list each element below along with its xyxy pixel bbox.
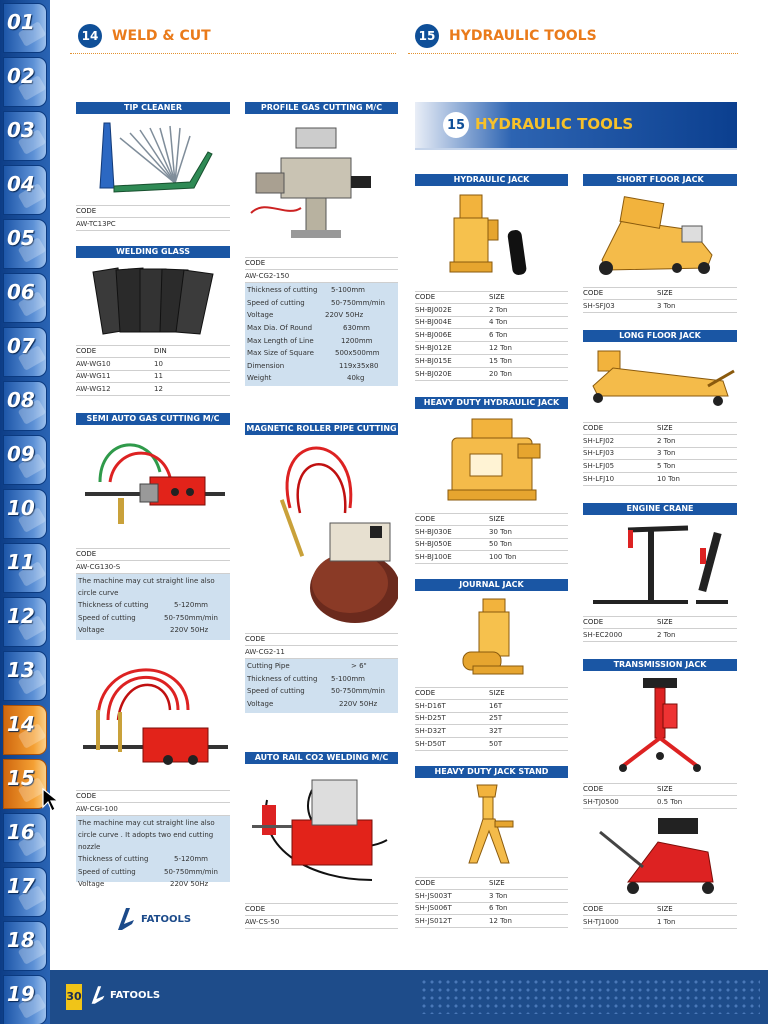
column-code: CODE bbox=[415, 515, 436, 524]
cell-size: 6 Ton bbox=[489, 331, 508, 340]
cell-code: SH-LFJ05 bbox=[583, 462, 615, 471]
cgi100-code-table bbox=[76, 790, 230, 816]
short-floor-jack-image bbox=[592, 190, 722, 280]
table-header bbox=[415, 877, 568, 890]
cell-code: SH-SFJ03 bbox=[583, 301, 615, 310]
column-size: SIZE bbox=[657, 289, 673, 298]
footer-dot-pattern bbox=[420, 978, 760, 1014]
spec-row bbox=[78, 624, 228, 637]
section-tab-number: 09 bbox=[7, 442, 35, 466]
table-row bbox=[583, 460, 737, 473]
column-size: SIZE bbox=[657, 424, 673, 433]
spec-label: Max Size of Square bbox=[247, 349, 314, 358]
table-row bbox=[583, 300, 737, 313]
banner-title: HYDRAULIC TOOLS bbox=[475, 115, 634, 133]
cell-code: SH-LFJ10 bbox=[583, 475, 615, 484]
table-row bbox=[583, 796, 737, 809]
tip-cleaner-image bbox=[90, 118, 215, 196]
spec-value: 5-120mm bbox=[174, 855, 208, 864]
hydraulic-jack-image bbox=[448, 190, 538, 278]
brand-logo bbox=[116, 906, 191, 932]
column-code: CODE bbox=[76, 550, 97, 559]
section-tab-08[interactable] bbox=[3, 381, 47, 431]
cell-code: SH-BJ020E bbox=[415, 369, 452, 378]
spec-value: 40kg bbox=[347, 374, 365, 383]
spec-value: 1200mm bbox=[341, 336, 373, 345]
spec-label: Speed of cutting bbox=[78, 867, 136, 876]
table-row bbox=[583, 448, 737, 461]
cell-code: SH-JS003T bbox=[415, 891, 452, 900]
section-tab-number: 08 bbox=[7, 388, 35, 412]
cell-din: 10 bbox=[154, 359, 163, 368]
section-header-weld-cut bbox=[78, 24, 211, 48]
spec-value: 5-120mm bbox=[174, 601, 208, 610]
spec-label: Weight bbox=[247, 374, 272, 383]
column-code: CODE bbox=[415, 879, 436, 888]
spec-row bbox=[247, 334, 396, 347]
column-code: CODE bbox=[583, 289, 604, 298]
table-header bbox=[583, 783, 737, 796]
product-title-semi-auto-gas-cutting: SEMI AUTO GAS CUTTING M/C bbox=[76, 413, 230, 425]
section-tab-number: 11 bbox=[7, 550, 35, 574]
table-header bbox=[76, 548, 230, 561]
cell-code: SH-LFJ03 bbox=[583, 449, 615, 458]
table-row bbox=[583, 629, 737, 642]
welding-glass-image bbox=[88, 264, 218, 338]
table-row bbox=[415, 725, 568, 738]
spec-value: 50-750mm/min bbox=[164, 613, 218, 622]
fatools-logo-icon bbox=[90, 984, 106, 1006]
table-header bbox=[415, 513, 568, 526]
section-tab-number: 03 bbox=[7, 118, 35, 142]
table-row bbox=[415, 526, 568, 539]
spec-label: Thickness of cutting bbox=[247, 674, 318, 683]
product-title-long-floor-jack: LONG FLOOR JACK bbox=[583, 330, 737, 342]
spec-row bbox=[247, 372, 396, 385]
table-row bbox=[415, 890, 568, 903]
spec-value: 5-100mm bbox=[331, 674, 365, 683]
section-tab-03[interactable] bbox=[3, 111, 47, 161]
column-size: SIZE bbox=[657, 905, 673, 914]
section-title: WELD & CUT bbox=[112, 28, 211, 44]
brand-name: FATOOLS bbox=[141, 913, 192, 925]
column-code: CODE bbox=[245, 635, 266, 644]
cell-code: AW-WG10 bbox=[76, 359, 111, 368]
spec-label: Voltage bbox=[78, 626, 105, 635]
column-size: SIZE bbox=[489, 293, 505, 302]
spec-row bbox=[78, 853, 228, 866]
cell-size: 20 Ton bbox=[489, 369, 512, 378]
table-row bbox=[415, 539, 568, 552]
spec-row bbox=[78, 866, 228, 879]
section-number: 15 bbox=[415, 24, 439, 48]
section-tab-14[interactable] bbox=[3, 705, 47, 755]
section-tab-05[interactable] bbox=[3, 219, 47, 269]
table-row bbox=[245, 270, 398, 283]
cell-size: 16T bbox=[489, 701, 503, 710]
section-tab-number: 04 bbox=[7, 172, 35, 196]
table-header bbox=[583, 287, 737, 300]
product-title-engine-crane: ENGINE CRANE bbox=[583, 503, 737, 515]
spec-value: 220V 50Hz bbox=[170, 626, 209, 635]
table-header bbox=[583, 903, 737, 916]
table-row bbox=[415, 903, 568, 916]
profile-spec-box bbox=[245, 283, 398, 386]
section-tab-number: 13 bbox=[7, 658, 35, 682]
section-tab-number: 19 bbox=[7, 982, 35, 1006]
semi-auto-spec-box bbox=[76, 574, 230, 640]
section-tab-number: 18 bbox=[7, 928, 35, 952]
spec-note: The machine may cut straight line also circle curve bbox=[78, 577, 215, 597]
banner-number: 15 bbox=[443, 112, 469, 138]
section-tab-number: 06 bbox=[7, 280, 35, 304]
section-tab-15[interactable] bbox=[3, 759, 47, 809]
spec-row bbox=[247, 660, 396, 673]
spec-label: Max Length of Line bbox=[247, 336, 314, 345]
section-tab-19[interactable] bbox=[3, 975, 47, 1024]
cell-size: 2 Ton bbox=[657, 630, 676, 639]
product-title-tip-cleaner: TIP CLEANER bbox=[76, 102, 230, 114]
profile-gas-cutting-image bbox=[246, 118, 396, 246]
table-row bbox=[76, 561, 230, 574]
column-code: CODE bbox=[415, 293, 436, 302]
table-header bbox=[245, 903, 398, 916]
cell-code: SH-D25T bbox=[415, 714, 446, 723]
spec-label: Thickness of cutting bbox=[78, 601, 149, 610]
cell-code: SH-BJ030E bbox=[415, 527, 452, 536]
column-code: CODE bbox=[245, 905, 266, 914]
spec-value: > 6" bbox=[351, 662, 367, 671]
spec-label: Thickness of cutting bbox=[78, 855, 149, 864]
table-header bbox=[415, 291, 568, 304]
table-row bbox=[415, 738, 568, 751]
column-code: CODE bbox=[76, 792, 97, 801]
table-row bbox=[415, 355, 568, 368]
product-title-transmission-jack: TRANSMISSION JACK bbox=[583, 659, 737, 671]
product-title-magnetic-roller: MAGNETIC ROLLER PIPE CUTTING M/C bbox=[246, 424, 397, 445]
product-title-welding-glass: WELDING GLASS bbox=[76, 246, 230, 258]
hydraulic-jack-table bbox=[415, 291, 568, 381]
spec-note: The machine may cut straight line also circle curve . It adopts two end cutting nozzle bbox=[78, 819, 215, 851]
column-code: CODE bbox=[583, 424, 604, 433]
cell-code: SH-EC2000 bbox=[583, 630, 623, 639]
spec-value: 50-750mm/min bbox=[331, 298, 385, 307]
table-row bbox=[76, 383, 230, 396]
header-divider bbox=[408, 53, 738, 54]
auto-rail-co2-welding-image bbox=[252, 770, 398, 895]
cell-code: SH-BJ012E bbox=[415, 344, 452, 353]
cell-code: SH-BJ004E bbox=[415, 318, 452, 327]
section-tab-09[interactable] bbox=[3, 435, 47, 485]
cell-size: 100 Ton bbox=[489, 553, 517, 562]
cell-code: AW-WG11 bbox=[76, 372, 111, 381]
table-row bbox=[415, 551, 568, 564]
column-code: CODE bbox=[245, 259, 266, 268]
table-row bbox=[415, 368, 568, 381]
section-tab-number: 12 bbox=[7, 604, 35, 628]
cell-code: SH-D32T bbox=[415, 727, 446, 736]
section-tab-11[interactable] bbox=[3, 543, 47, 593]
cell-code: AW-WG12 bbox=[76, 385, 111, 394]
product-title-heavy-duty-jack-stand: HEAVY DUTY JACK STAND bbox=[415, 766, 568, 778]
section-tab-02[interactable] bbox=[3, 57, 47, 107]
product-title-profile-gas-cutting: PROFILE GAS CUTTING M/C bbox=[245, 102, 398, 114]
engine-crane-image bbox=[588, 520, 736, 612]
cell-code: SH-D16T bbox=[415, 701, 446, 710]
cell-size: 5 Ton bbox=[657, 462, 676, 471]
cell-code: SH-JS012T bbox=[415, 917, 452, 926]
short-floor-jack-table bbox=[583, 287, 737, 313]
spec-row bbox=[247, 698, 396, 711]
table-row bbox=[583, 435, 737, 448]
product-title-auto-rail: AUTO RAIL CO2 WELDING M/C bbox=[245, 752, 398, 764]
table-header bbox=[583, 616, 737, 629]
section-tab-number: 02 bbox=[7, 64, 35, 88]
cell-size: 4 Ton bbox=[489, 318, 508, 327]
table-row bbox=[415, 915, 568, 928]
spec-row bbox=[78, 878, 228, 891]
heavy-duty-hydraulic-jack-table bbox=[415, 513, 568, 564]
table-header bbox=[76, 205, 230, 218]
spec-value: 220V 50Hz bbox=[339, 700, 378, 709]
cell-size: 12 Ton bbox=[489, 917, 512, 926]
journal-jack-table bbox=[415, 687, 568, 751]
cell-code: SH-BJ006E bbox=[415, 331, 452, 340]
transmission-jack-image bbox=[615, 676, 715, 776]
journal-jack-image bbox=[455, 596, 525, 681]
cell-code: SH-BJ015E bbox=[415, 356, 452, 365]
section-header-hydraulic bbox=[415, 24, 597, 48]
section-tab-04[interactable] bbox=[3, 165, 47, 215]
spec-label: Voltage bbox=[247, 311, 274, 320]
section-tab-number: 14 bbox=[7, 712, 35, 736]
table-row bbox=[245, 646, 398, 659]
spec-value: 220V 50Hz bbox=[325, 311, 364, 320]
column-size: SIZE bbox=[489, 689, 505, 698]
magnetic-spec-box bbox=[245, 659, 398, 713]
table-row bbox=[415, 317, 568, 330]
table-header bbox=[583, 422, 737, 435]
product-title-short-floor-jack: SHORT FLOOR JACK bbox=[583, 174, 737, 186]
cell-size: 3 Ton bbox=[489, 891, 508, 900]
spec-label: Voltage bbox=[247, 700, 274, 709]
column-code: CODE bbox=[583, 905, 604, 914]
spec-label: Speed of cutting bbox=[78, 613, 136, 622]
cell-code: SH-TJ0500 bbox=[583, 797, 619, 806]
semi-auto-code-table bbox=[76, 548, 230, 574]
transmission-jack-table bbox=[583, 783, 737, 809]
column-size: SIZE bbox=[489, 879, 505, 888]
cell-code: AW-CG2-150 bbox=[245, 271, 290, 280]
section-tab-07[interactable] bbox=[3, 327, 47, 377]
footer-brand-name: FATOOLS bbox=[110, 989, 161, 1001]
column-size: SIZE bbox=[657, 785, 673, 794]
footer-brand bbox=[90, 984, 160, 1006]
section-tab-06[interactable] bbox=[3, 273, 47, 323]
spec-row bbox=[247, 360, 396, 373]
auto-rail-table bbox=[245, 903, 398, 929]
heavy-duty-hydraulic-jack-image bbox=[440, 414, 550, 504]
cell-size: 3 Ton bbox=[657, 449, 676, 458]
profile-code-table bbox=[245, 257, 398, 283]
cell-code: SH-JS006T bbox=[415, 904, 452, 913]
spec-label: Voltage bbox=[78, 880, 105, 889]
cell-size: 12 Ton bbox=[489, 344, 512, 353]
table-row bbox=[76, 371, 230, 384]
spec-value: 119x35x80 bbox=[339, 361, 379, 370]
spec-value: 50-750mm/min bbox=[331, 687, 385, 696]
spec-label: Max Dia. Of Round bbox=[247, 324, 313, 333]
table-header bbox=[76, 790, 230, 803]
cell-code: SH-TJ1000 bbox=[583, 917, 619, 926]
table-row bbox=[76, 358, 230, 371]
section-tab-number: 05 bbox=[7, 226, 35, 250]
column-size: SIZE bbox=[489, 515, 505, 524]
cell-size: 50 Ton bbox=[489, 540, 512, 549]
spec-row bbox=[247, 673, 396, 686]
spec-label: Dimension bbox=[247, 361, 285, 370]
table-row bbox=[583, 473, 737, 486]
section-tab-number: 16 bbox=[7, 820, 35, 844]
magnetic-roller-pipe-cutting-image bbox=[250, 438, 398, 623]
section-tab-17[interactable] bbox=[3, 867, 47, 917]
cell-size: 10 Ton bbox=[657, 475, 680, 484]
cell-code: AW-CGI-100 bbox=[76, 804, 118, 813]
cell-code: SH-BJ050E bbox=[415, 540, 452, 549]
cell-size: 2 Ton bbox=[657, 436, 676, 445]
spec-label: Speed of cutting bbox=[247, 687, 305, 696]
table-row bbox=[415, 329, 568, 342]
product-title-heavy-duty-hydraulic-jack: HEAVY DUTY HYDRAULIC JACK bbox=[415, 397, 568, 409]
cell-size: 6 Ton bbox=[489, 904, 508, 913]
table-header bbox=[245, 257, 398, 270]
column-din: DIN bbox=[154, 347, 167, 356]
section-tab-10[interactable] bbox=[3, 489, 47, 539]
long-floor-jack-table bbox=[583, 422, 737, 486]
spec-label: Thickness of cutting bbox=[247, 286, 318, 295]
engine-crane-table bbox=[583, 616, 737, 642]
jack-stand-table bbox=[415, 877, 568, 928]
spec-row bbox=[78, 599, 228, 612]
tip-cleaner-table bbox=[76, 205, 230, 231]
spec-value: 630mm bbox=[343, 324, 370, 333]
table-header bbox=[76, 345, 230, 358]
product-title-journal-jack: JOURNAL JACK bbox=[415, 579, 568, 591]
spec-row bbox=[247, 309, 396, 322]
column-code: CODE bbox=[76, 207, 97, 216]
floor-transmission-jack-image bbox=[598, 812, 722, 898]
spec-value: 5-100mm bbox=[331, 286, 365, 295]
spec-label: Speed of cutting bbox=[247, 298, 305, 307]
magnetic-code-table bbox=[245, 633, 398, 659]
spec-row bbox=[247, 322, 396, 335]
spec-value: 500x500mm bbox=[335, 349, 380, 358]
table-row bbox=[245, 916, 398, 929]
cell-size: 2 Ton bbox=[489, 305, 508, 314]
column-code: CODE bbox=[415, 689, 436, 698]
table-row bbox=[415, 713, 568, 726]
spec-label: Cutting Pipe bbox=[247, 662, 290, 671]
header-divider bbox=[70, 53, 396, 54]
cell-size: 25T bbox=[489, 714, 503, 723]
cell-size: 15 Ton bbox=[489, 356, 512, 365]
spec-row bbox=[247, 297, 396, 310]
table-row bbox=[76, 218, 230, 231]
spec-row bbox=[247, 685, 396, 698]
section-tab-number: 15 bbox=[7, 766, 35, 790]
section-title: HYDRAULIC TOOLS bbox=[449, 28, 597, 44]
section-tab-number: 01 bbox=[7, 10, 35, 34]
spec-row bbox=[78, 612, 228, 625]
section-number: 14 bbox=[78, 24, 102, 48]
section-tab-number: 17 bbox=[7, 874, 35, 898]
cell-din: 11 bbox=[154, 372, 163, 381]
cell-code: AW-CG130-S bbox=[76, 562, 121, 571]
double-torch-gas-cutting-image bbox=[78, 650, 230, 780]
cell-size: 3 Ton bbox=[657, 301, 676, 310]
cell-code: AW-TC13PC bbox=[76, 219, 116, 228]
table-row bbox=[415, 700, 568, 713]
column-code: CODE bbox=[583, 618, 604, 627]
section-tab-16[interactable] bbox=[3, 813, 47, 863]
hydraulic-tools-banner bbox=[415, 102, 737, 150]
transmission-jack-table-2 bbox=[583, 903, 737, 929]
table-row bbox=[583, 916, 737, 929]
cell-size: 1 Ton bbox=[657, 917, 676, 926]
section-tab-number: 07 bbox=[7, 334, 35, 358]
section-tab-12[interactable] bbox=[3, 597, 47, 647]
cgi100-spec-box bbox=[76, 816, 230, 889]
spec-value: 220V 50Hz bbox=[170, 880, 209, 889]
column-code: CODE bbox=[583, 785, 604, 794]
table-row bbox=[76, 803, 230, 816]
cell-code: AW-CS-50 bbox=[245, 917, 280, 926]
long-floor-jack-image bbox=[588, 346, 736, 416]
section-tab-13[interactable] bbox=[3, 651, 47, 701]
cell-size: 30 Ton bbox=[489, 527, 512, 536]
table-row bbox=[415, 304, 568, 317]
column-size: SIZE bbox=[657, 618, 673, 627]
spec-value: 50-750mm/min bbox=[164, 867, 218, 876]
semi-auto-gas-cutting-image bbox=[80, 432, 228, 532]
cell-size: 32T bbox=[489, 727, 503, 736]
cell-size: 0.5 Ton bbox=[657, 797, 683, 806]
cell-code: AW-CG2-11 bbox=[245, 647, 285, 656]
cell-code: SH-BJ002E bbox=[415, 305, 452, 314]
spec-row bbox=[247, 347, 396, 360]
welding-glass-table bbox=[76, 345, 230, 396]
cell-din: 12 bbox=[154, 385, 163, 394]
section-tab-strip bbox=[0, 0, 50, 1024]
column-code: CODE bbox=[76, 347, 97, 356]
cell-size: 50T bbox=[489, 740, 503, 749]
fatools-logo-icon bbox=[116, 906, 136, 932]
table-header bbox=[415, 687, 568, 700]
page-number: 30 bbox=[66, 984, 82, 1010]
section-tab-number: 10 bbox=[7, 496, 35, 520]
cell-code: SH-LFJ02 bbox=[583, 436, 615, 445]
table-header bbox=[245, 633, 398, 646]
jack-stand-image bbox=[455, 783, 525, 871]
table-row bbox=[415, 342, 568, 355]
section-tab-01[interactable] bbox=[3, 3, 47, 53]
section-tab-18[interactable] bbox=[3, 921, 47, 971]
product-title-hydraulic-jack: HYDRAULIC JACK bbox=[415, 174, 568, 186]
spec-row bbox=[247, 284, 396, 297]
cell-code: SH-D50T bbox=[415, 740, 446, 749]
cell-code: SH-BJ100E bbox=[415, 553, 452, 562]
